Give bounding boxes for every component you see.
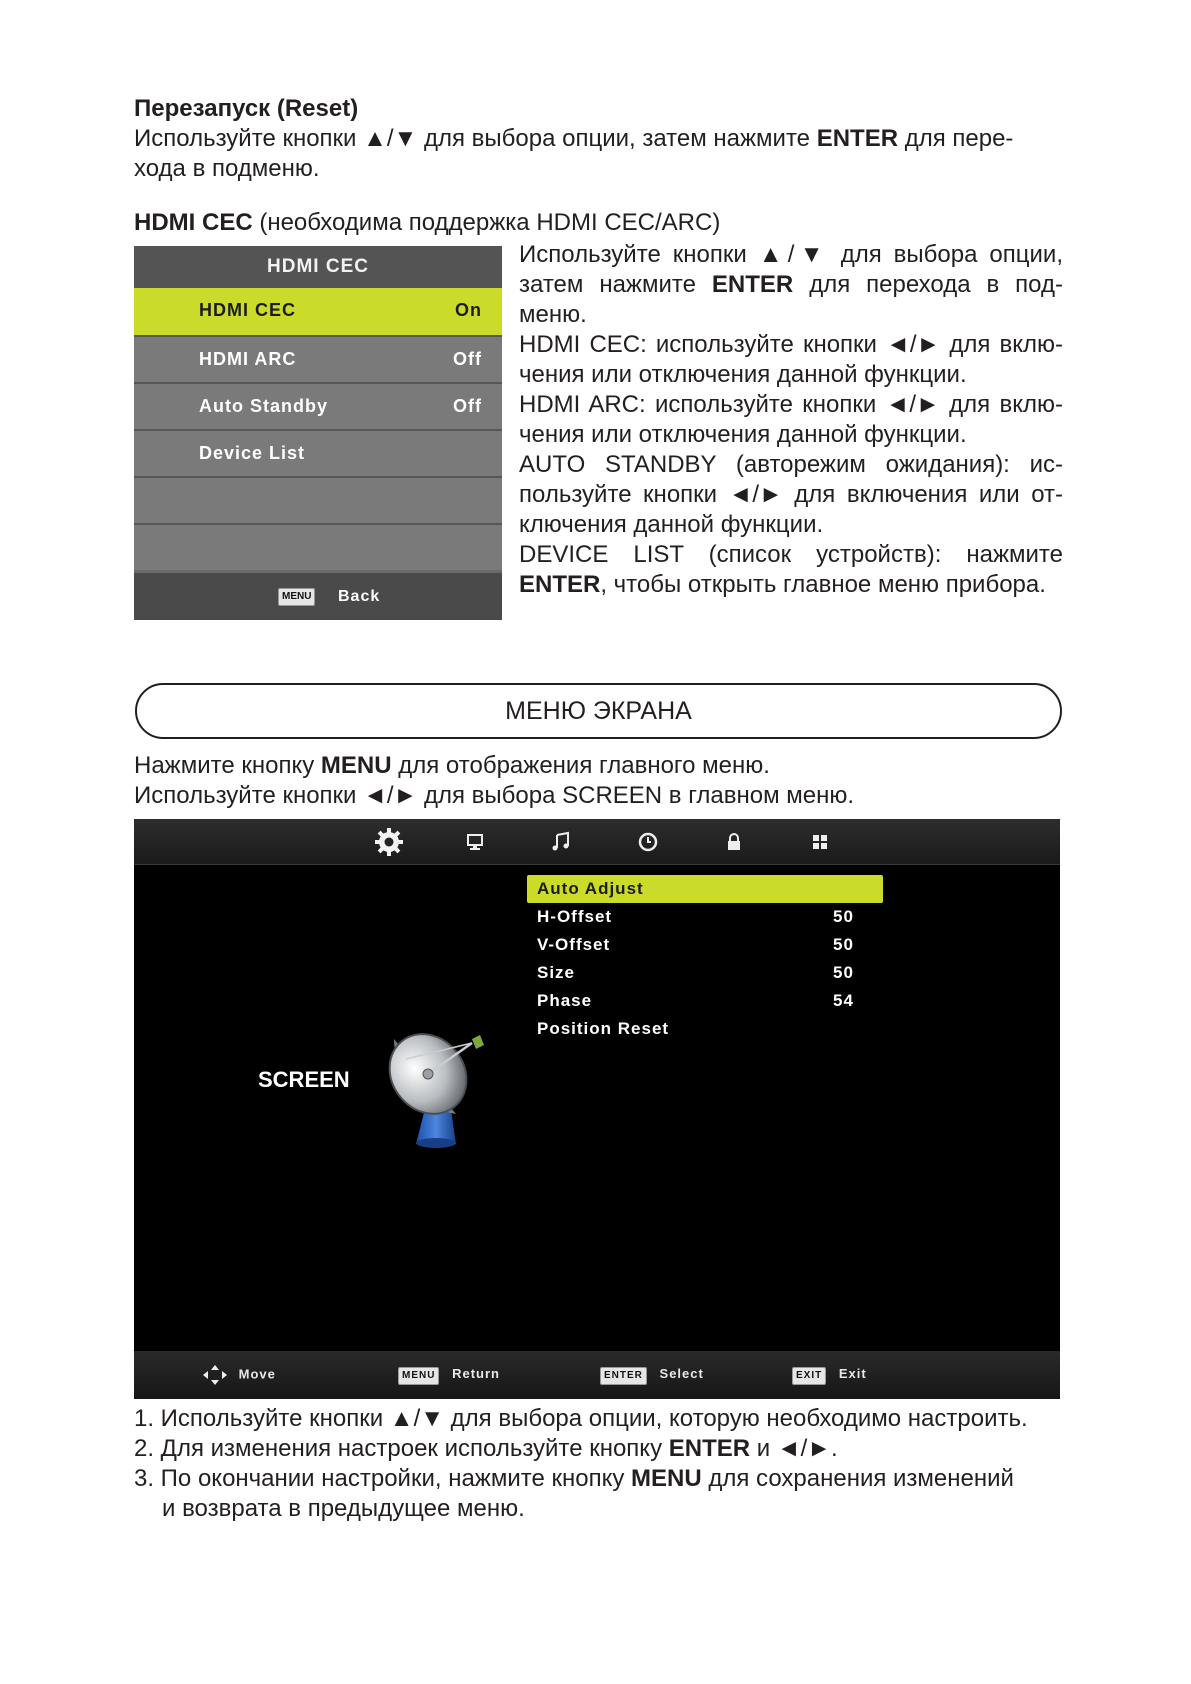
menu-item-label: Device List [199,443,306,463]
screen-item-phase[interactable] [527,987,883,1015]
menu-key-icon: MENU [278,588,315,606]
reset-text [134,124,1062,154]
step-2-enter-key: ENTER [668,1435,751,1462]
step-3-post: для сохранения изменений [701,1465,1014,1492]
hdmi-menu-empty-row [134,523,502,570]
hdmi-menu-empty-row [134,476,502,523]
screen-section-label: SCREEN [258,1067,350,1092]
device-list-desc [519,540,1063,600]
screen-item-size[interactable] [527,959,883,987]
back-label[interactable]: Back [338,588,381,605]
hdmi-cec-desc: HDMI CEC: используйте кнопки ◄/► для вклю-чения или отключения данной функции. [519,331,1063,388]
hdmi-heading-bold: HDMI CEC [134,209,253,236]
intro-line1 [134,751,770,781]
menu-item-label: Position Reset [537,1019,670,1038]
hdmi-menu-item-device-list[interactable] [134,429,502,476]
menu-item-label: H-Offset [537,907,613,926]
music-note-icon[interactable] [548,829,574,855]
intro-line2: Используйте кнопки ◄/► для выбора SCREEN в главном меню. [134,782,855,809]
hdmi-desc-line1: Используйте кнопки ▲/▼ для выбора опции, [519,241,1063,268]
hdmi-menu-footer [134,573,502,620]
menu-item-value: 50 [833,935,854,954]
menu-item-value: Off [453,349,482,369]
menu-item-label: HDMI ARC [199,349,297,369]
monitor-icon[interactable] [462,829,488,855]
hint-move [202,1364,276,1386]
clock-icon[interactable] [635,829,661,855]
hdmi-desc-line2-post: для перехода в под- [793,271,1063,298]
step-2 [134,1434,838,1464]
menu-item-value: On [455,300,482,320]
screen-menu [134,819,1060,1399]
menu-item-label: Size [537,963,576,982]
hdmi-heading-rest: (необходима поддержка HDMI CEC/ARC) [252,209,721,236]
step-2-pre: 2. Для изменения настроек используйте кнопку [134,1435,669,1462]
menu-key-icon: MENU [398,1367,439,1385]
menu-item-value: 54 [833,991,854,1010]
hdmi-desc-line2 [519,270,1063,300]
hint-label: Select [659,1366,704,1381]
screen-item-auto-adjust[interactable] [527,875,883,903]
lock-icon[interactable] [721,829,747,855]
device-list-enter-key: ENTER [519,571,601,598]
menu-item-label: V-Offset [537,935,611,954]
reset-text-line2: хода в подменю. [134,155,320,182]
auto-standby-desc: AUTO STANDBY (авторежим ожидания): ис-пользуйте кнопки ◄/► для включения или от-ключения данной функции. [519,451,1063,538]
hint-select [600,1366,704,1385]
menu-item-label: Phase [537,991,593,1010]
screen-item-v-offset[interactable] [527,931,883,959]
move-arrows-icon [202,1364,228,1386]
hdmi-desc-line3: меню. [519,301,587,328]
gear-icon[interactable] [374,827,404,857]
device-list-desc-post: , чтобы открыть главное меню прибора. [600,571,1046,598]
hint-label: Return [452,1366,500,1381]
intro-line1-pre: Нажмите кнопку [134,752,321,779]
grid-icon[interactable] [807,829,833,855]
enter-key-icon: ENTER [600,1367,647,1385]
screen-item-h-offset[interactable] [527,903,883,931]
intro-line1-post: для отображения главного меню. [391,752,770,779]
satellite-dish-icon [386,1019,496,1149]
menu-hint-bar [134,1351,1060,1399]
hdmi-description [519,240,1063,600]
hdmi-cec-menu [134,246,502,620]
section-header-screen-menu: МЕНЮ ЭКРАНА [135,683,1062,739]
hdmi-menu-item-auto-standby[interactable] [134,382,502,429]
step-2-post: и ◄/►. [750,1435,838,1462]
menu-tab-bar [134,819,1060,865]
menu-item-value: 50 [833,907,854,926]
step-3-menu-key: MENU [631,1465,702,1492]
exit-key-icon: EXIT [792,1367,826,1385]
hdmi-menu-title: HDMI CEC [134,246,502,288]
step-1: 1. Используйте кнопки ▲/▼ для выбора опции, которую необходимо настроить. [134,1405,1028,1432]
hint-label: Exit [838,1366,867,1381]
hdmi-arc-desc: HDMI ARC: используйте кнопки ◄/► для вклю-чения или отключения данной функции. [519,391,1063,448]
hint-exit [792,1366,867,1385]
menu-item-label: Auto Adjust [537,879,644,898]
hdmi-menu-item-hdmi-arc[interactable] [134,335,502,382]
hint-label: Move [238,1366,276,1382]
intro-menu-key: MENU [320,752,392,779]
reset-heading: Перезапуск (Reset) [134,95,359,122]
menu-item-label: Auto Standby [199,396,328,416]
reset-text-part2: для пере- [898,125,1014,152]
screen-item-position-reset[interactable] [527,1015,883,1043]
device-list-desc-pre: DEVICE LIST (список устройств): нажмите [519,541,1063,568]
hdmi-desc-enter-key: ENTER [711,271,794,298]
reset-enter-key: ENTER [816,125,899,152]
step-3-pre: 3. По окончании настройки, нажмите кнопку [134,1465,632,1492]
hdmi-heading [134,208,720,238]
step-3 [134,1464,1014,1494]
hdmi-desc-line2-pre: затем нажмите [519,271,712,298]
reset-text-part1: Используйте кнопки ▲/▼ для выбора опции, затем нажмите [134,125,817,152]
menu-item-value: Off [453,396,482,416]
hint-return [398,1366,500,1385]
step-3-line2: и возврата в предыдущее меню. [162,1495,525,1522]
menu-item-label: HDMI CEC [199,300,296,320]
hdmi-menu-item-hdmi-cec[interactable] [134,288,502,335]
menu-item-value: 50 [833,963,854,982]
